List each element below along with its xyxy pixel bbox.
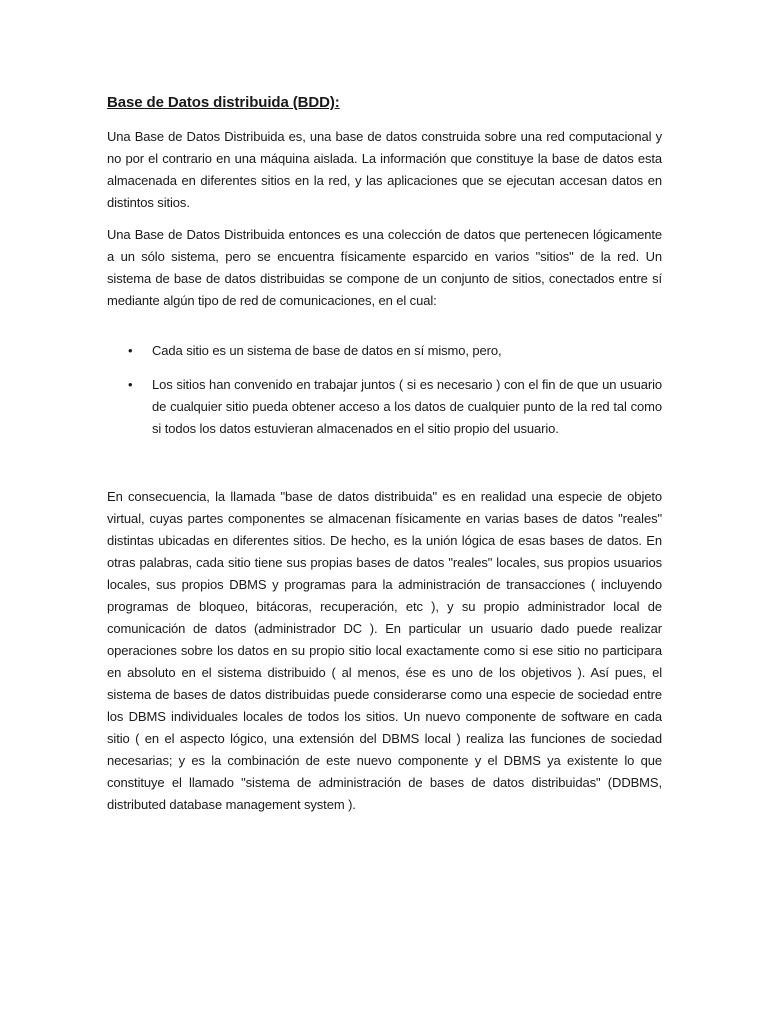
bullet-list bbox=[107, 340, 662, 440]
paragraph-definition: Una Base de Datos Distribuida es, una base de datos construida sobre una red computacional y no por el contrario en una máquina aislada. La información que constituye la base de datos esta almacenada en diferentes sitios en la red, y las aplicaciones que se ejecutan accesan datos en distintos sitios. bbox=[107, 129, 662, 210]
paragraph-consequence: En consecuencia, la llamada "base de datos distribuida" es en realidad una especie de objeto virtual, cuyas partes componentes se almacenan físicamente en varias bases de datos "reales" distintas ubicadas en diferentes sitios. De hecho, es la unión lógica de esas bases de datos. En otras palabras, cada sitio tiene sus propias bases de datos "reales" locales, sus propios usuarios locales, sus propios DBMS y programas para la administración de transacciones ( incluyendo programas de bloqueo, bitácoras, recuperación, etc ), y su propio administrador local de comunicación de datos (administrador DC ). En particular un usuario dado puede realizar operaciones sobre los datos en su propio sitio local exactamente como si ese sitio no participara en absoluto en el sistema distribuido ( al menos, ése es uno de los objetivos ). Así pues, el sistema de bases de datos distribuidas puede considerarse como una especie de sociedad entre los DBMS individuales locales de todos los sitios. Un nuevo componente de software en cada sitio ( en el aspecto lógico, una extensión del DBMS local ) realiza las funciones de sociedad necesarias; y es la combinación de este nuevo componente y el DBMS ya existente lo que constituye el llamado "sistema de administración de bases de datos distribuidas" (DDBMS, distributed database management system ). bbox=[107, 489, 662, 812]
list-item bbox=[107, 374, 662, 440]
paragraph-collection: Una Base de Datos Distribuida entonces es una colección de datos que pertenecen lógicamente a un sólo sistema, pero se encuentra físicamente esparcido en varios "sitios" de la red. Un sistema de base de datos distribuidas se compone de un conjunto de sitios, conectados entre sí mediante algún tipo de red de comunicaciones, en el cual: bbox=[107, 227, 662, 308]
list-item-text: Cada sitio es un sistema de base de datos en sí mismo, pero, bbox=[152, 343, 502, 358]
list-item bbox=[107, 340, 662, 362]
bullet-icon: • bbox=[128, 377, 133, 392]
bullet-icon: • bbox=[128, 343, 133, 358]
document-title: Base de Datos distribuida (BDD): bbox=[107, 94, 340, 111]
list-item-text: Los sitios han convenido en trabajar juntos ( si es necesario ) con el fin de que un usuario de cualquier sitio pueda obtener acceso a los datos de cualquier punto de la red tal como si todos los datos estuvieran almacenados en el sitio propio del usuario. bbox=[152, 377, 662, 436]
document-page bbox=[107, 92, 662, 826]
